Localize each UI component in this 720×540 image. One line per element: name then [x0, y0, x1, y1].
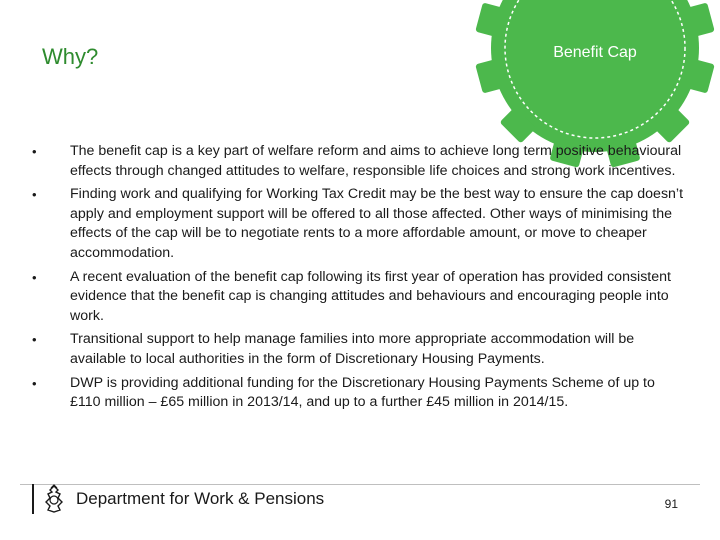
bullet-text: DWP is providing additional funding for the Discretionary Housing Payments Scheme of up to £110 million – £65 million in 2013/14, and up to a further £45 million in 2014/15. [70, 374, 655, 411]
organisation-name: Department for Work & Pensions [76, 489, 325, 508]
badge-label: Benefit Cap [553, 44, 637, 61]
bullet-marker: • [32, 187, 37, 203]
list-item [26, 374, 686, 413]
slide-title: Why? [42, 44, 99, 69]
dwp-logo [32, 483, 324, 515]
bullet-marker: • [32, 269, 37, 285]
list-item [26, 142, 686, 181]
bullet-text: The benefit cap is a key part of welfare reform and aims to achieve long term positive behavioural effects through changed attitudes to welfare, responsible life choices and strong work incentives. [70, 143, 682, 179]
bullet-text: A recent evaluation of the benefit cap following its first year of operation has provided consistent evidence that the benefit cap is changing attitudes and behaviours and encouraging people into work. [70, 268, 671, 324]
royal-crest-icon [40, 484, 68, 514]
bullet-list [26, 142, 686, 417]
bullet-marker: • [32, 332, 37, 348]
bullet-text: Finding work and qualifying for Working Tax Credit may be the best way to ensure the cap doesn’t apply and employment support will be offered to all those affected. Other ways of minimising the effects of the cap will be to negotiate rents to a more affordable amount, or move to cheaper accommodation. [70, 186, 684, 261]
logo-bar [32, 484, 34, 514]
list-item [26, 330, 686, 369]
list-item [26, 268, 686, 327]
page-number: 91 [664, 497, 678, 511]
bullet-marker: • [32, 375, 37, 391]
bullet-text: Transitional support to help manage families into more appropriate accommodation will be available to local authorities in the form of Discretionary Housing Payments. [70, 331, 635, 367]
list-item [26, 185, 686, 263]
bullet-marker: • [32, 144, 37, 159]
